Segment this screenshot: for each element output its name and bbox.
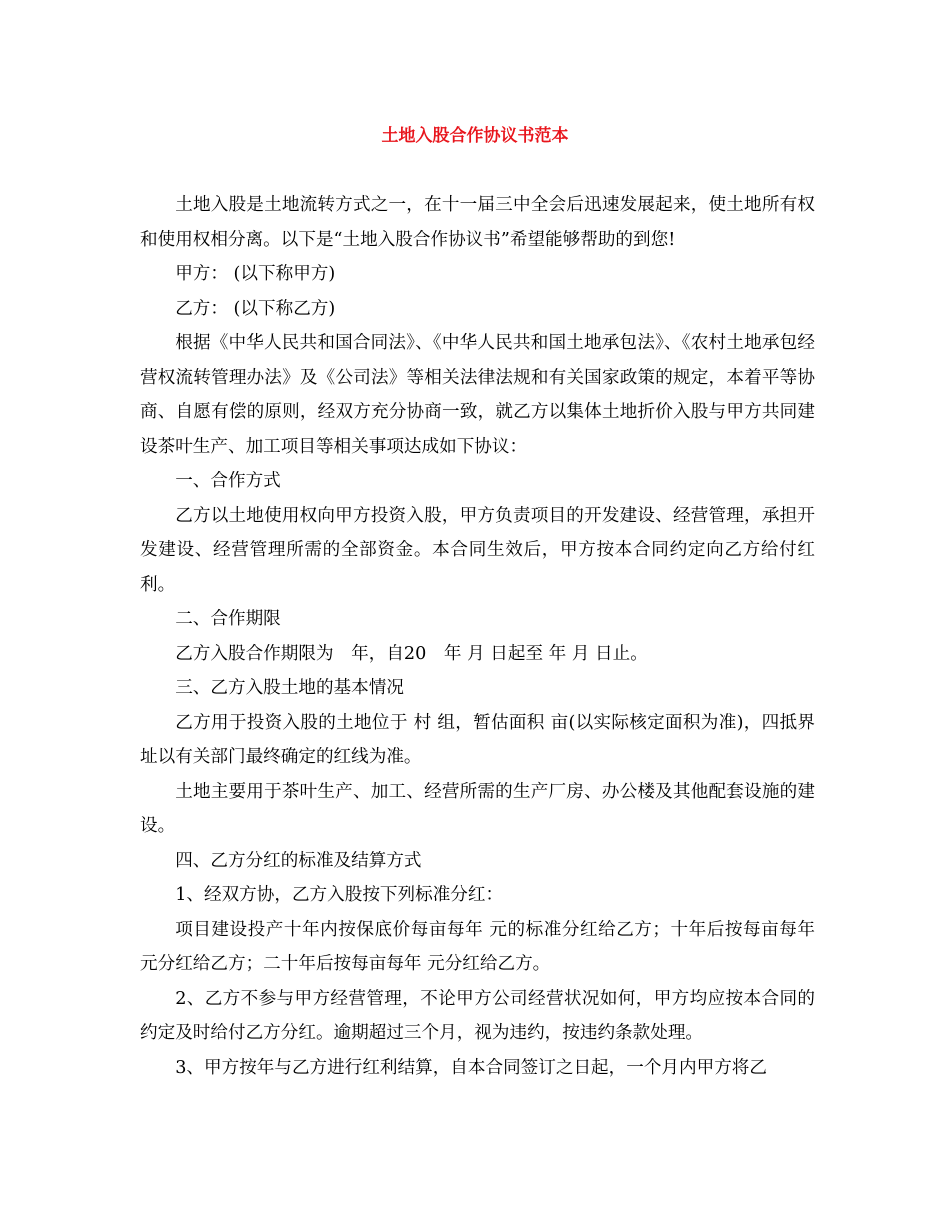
paragraph-land-usage: 土地主要用于茶叶生产、加工、经营所需的生产厂房、办公楼及其他配套设施的建设。 xyxy=(140,781,815,836)
paragraph-dividend-standard: 项目建设投产十年内按保底价每亩每年 元的标准分红给乙方；十年后按每亩每年 元分红给乙方；二十年后按每亩每年 元分红给乙方。 xyxy=(140,919,815,974)
paragraph-land-location: 乙方用于投资入股的土地位于 村 组，暂估面积 亩(以实际核定面积为准)，四抵界址以有关部门最终确定的红线为准。 xyxy=(140,712,815,767)
section-heading-4: 四、乙方分红的标准及结算方式 xyxy=(175,850,422,871)
paragraph-intro: 土地入股是土地流转方式之一，在十一届三中全会后迅速发展起来，使土地所有权和使用权相分离。以下是“土地入股合作协议书”希望能够帮助的到您! xyxy=(140,195,815,250)
paragraph-dividend-1: 1、经双方协，乙方入股按下列标准分红： xyxy=(175,885,504,905)
section-heading-1: 一、合作方式 xyxy=(175,471,281,491)
paragraph-legal-basis: 根据《中华人民共和国合同法》、《中华人民共和国土地承包法》、《农村土地承包经营权流转管理办法》及《公司法》等相关法律法规和有关国家政策的规定，本着平等协商、自愿有偿的原则，经双方充分协商一致，就乙方以集体土地折价入股与甲方共同建设茶叶生产、加工项目等相关事项达成如下协议： xyxy=(140,333,815,457)
section-heading-3: 三、乙方入股土地的基本情况 xyxy=(175,678,404,698)
document-body xyxy=(140,188,815,1085)
section-heading-2: 二、合作期限 xyxy=(175,609,281,629)
paragraph-cooperation-term: 乙方入股合作期限为 年，自20 年 月 日起至 年 月 日止。 xyxy=(175,643,648,664)
paragraph-party-b: 乙方： (以下称乙方) xyxy=(175,298,336,319)
paragraph-cooperation-mode: 乙方以土地使用权向甲方投资入股，甲方负责项目的开发建设、经营管理，承担开发建设、经营管理所需的全部资金。本合同生效后，甲方按本合同约定向乙方给付红利。 xyxy=(140,505,815,595)
paragraph-party-a: 甲方： (以下称甲方) xyxy=(175,264,336,284)
paragraph-dividend-3: 3、甲方按年与乙方进行红利结算，自本合同签订之日起，一个月内甲方将乙 xyxy=(175,1057,767,1078)
document-title: 土地入股合作协议书范本 xyxy=(381,126,569,146)
paragraph-dividend-2: 2、乙方不参与甲方经营管理，不论甲方公司经营状况如何，甲方均应按本合同的约定及时给付乙方分红。逾期超过三个月，视为违约，按违约条款处理。 xyxy=(140,988,815,1043)
